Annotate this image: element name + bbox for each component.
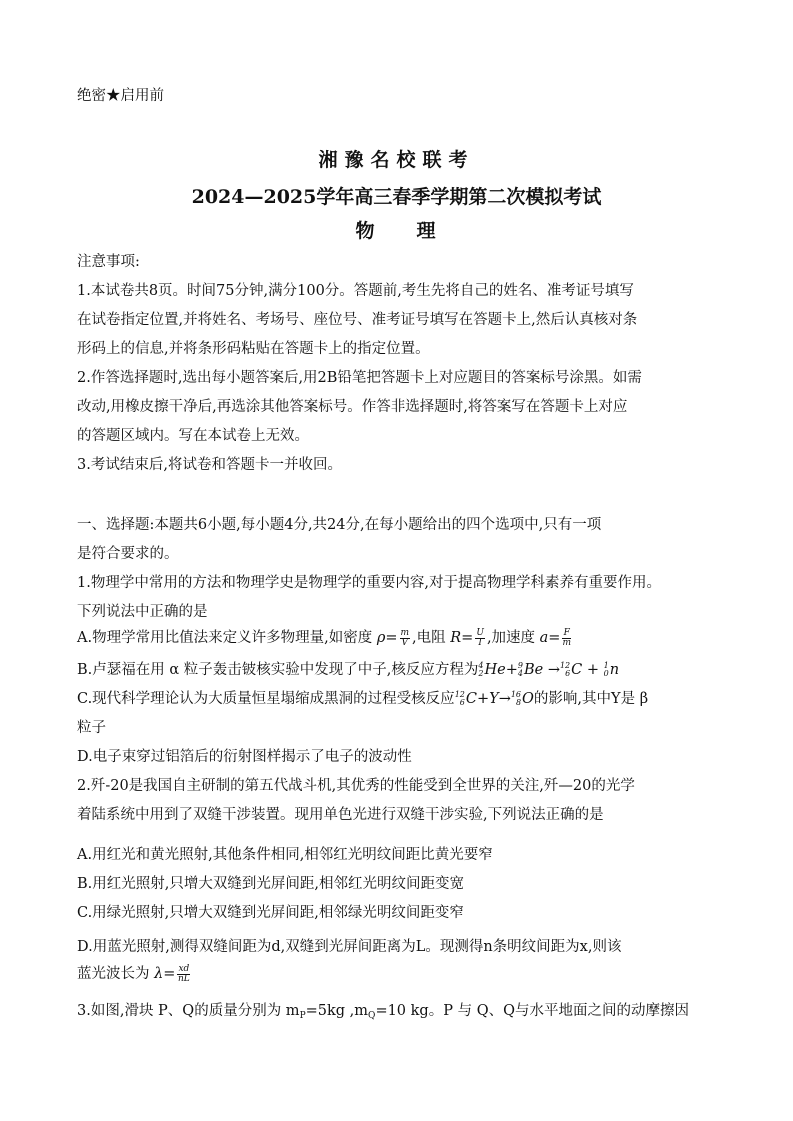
notes-line: 在试卷指定位置,并将姓名、考场号、座位号、准考证号填写在答题卡上,然后认真核对条	[77, 312, 638, 328]
subject-char-2: 理	[416, 220, 438, 242]
exam-title: 2024—2025学年高三春季学期第二次模拟考试	[191, 186, 602, 208]
option-text: 3.如图,滑块 P、Q的质量分别为 m	[77, 1003, 300, 1019]
question-2-stem: 着陆系统中用到了双缝干涉装置。现用单色光进行双缝干涉实验,下列说法正确的是	[77, 807, 604, 823]
section-heading: 是符合要求的。	[77, 546, 179, 562]
notes-line: 改动,用橡皮擦干净后,再选涂其他答案标号。作答非选择题时,将答案写在答题卡上对应	[77, 399, 628, 415]
option-text: 的影响,其中Y是 β	[533, 691, 649, 707]
notes-line: 3.考试结束后,将试卷和答题卡一并收回。	[77, 457, 342, 473]
nuclear-reaction: 12 6 C+Y→ 16 8 O	[454, 690, 534, 707]
notes-line: 形码上的信息,并将条形码粘贴在答题卡上的指定位置。	[77, 341, 430, 357]
question-1-option-c	[77, 689, 648, 709]
question-2-option-c: C.用绿光照射,只增大双缝到光屏间距,相邻绿光明纹间距变窄	[77, 905, 464, 921]
subscript-q: Q	[368, 1011, 376, 1021]
question-3-stem	[77, 1001, 689, 1026]
option-text: A.物理学常用比值法来定义许多物理量,如密度	[77, 630, 373, 646]
question-1-option-c-cont: 粒子	[77, 720, 106, 736]
question-2-stem: 2.歼-20是我国自主研制的第五代战斗机,其优秀的性能受到全世界的关注,歼—20的光学	[77, 778, 635, 794]
confidential-label: 绝密★启用前	[77, 88, 164, 104]
option-text: C.现代科学理论认为大质量恒星塌缩成黑洞的过程受核反应	[77, 691, 455, 707]
question-1-option-b	[77, 660, 619, 680]
question-2-option-a: A.用红光和黄光照射,其他条件相同,相邻红光明纹间距比黄光要窄	[77, 847, 493, 863]
notes-line: 的答题区域内。写在本试卷上无效。	[77, 428, 309, 444]
formula-density: ρ= $\frac{m}{V}$	[376, 627, 410, 648]
notes-heading: 注意事项:	[77, 254, 140, 270]
option-text: ,加速度	[486, 630, 536, 646]
option-text: =10 kg。P 与 Q、Q与水平地面之间的动摩擦因	[375, 1003, 689, 1019]
option-text: 蓝光波长为	[77, 966, 150, 982]
formula-resistance: R= $\frac{U}{I}$	[450, 627, 484, 648]
subject-title	[0, 216, 793, 243]
question-1-stem: 下列说法中正确的是	[77, 604, 208, 620]
question-2-option-d: D.用蓝光照射,测得双缝间距为d,双缝到光屏间距离为L。现测得n条明纹间距为x,则该	[77, 939, 622, 955]
subscript-p: P	[299, 1011, 306, 1021]
notes-line: 2.作答选择题时,选出每小题答案后,用2B铅笔把答题卡上对应题目的答案标号涂黑。如需	[77, 370, 642, 386]
nuclear-equation: 4 2 He+ 9 4 Be → 12 6 C + 1 0 n	[478, 661, 620, 678]
question-1-option-d: D.电子束穿过铝箔后的衍射图样揭示了电子的波动性	[77, 749, 412, 765]
notes-line: 1.本试卷共8页。时间75分钟,满分100分。答题前,考生先将自己的姓名、准考证号填写	[77, 283, 634, 299]
question-2-option-b: B.用红光照射,只增大双缝到光屏间距,相邻红光明纹间距变宽	[77, 876, 464, 892]
exam-organizer: 湘豫名校联考	[318, 149, 475, 171]
question-2-option-d-cont	[77, 964, 192, 984]
question-1-stem: 1.物理学中常用的方法和物理学史是物理学的重要内容,对于提高物理学科素养有重要作用。	[77, 575, 661, 591]
subject-char-1: 物	[355, 220, 377, 242]
option-text: =5kg ,m	[305, 1003, 369, 1019]
section-heading: 一、选择题:本题共6小题,每小题4分,共24分,在每小题给出的四个选项中,只有一项	[77, 517, 602, 533]
formula-wavelength: λ= $\frac{xd}{nL}$	[154, 963, 190, 984]
option-text: ,电阻	[412, 630, 446, 646]
formula-acceleration: a= $\frac{F}{m}$	[539, 627, 571, 648]
question-1-option-a	[77, 628, 573, 648]
option-text: B.卢瑟福在用 α 粒子轰击铍核实验中发现了中子,核反应方程为	[77, 662, 479, 678]
